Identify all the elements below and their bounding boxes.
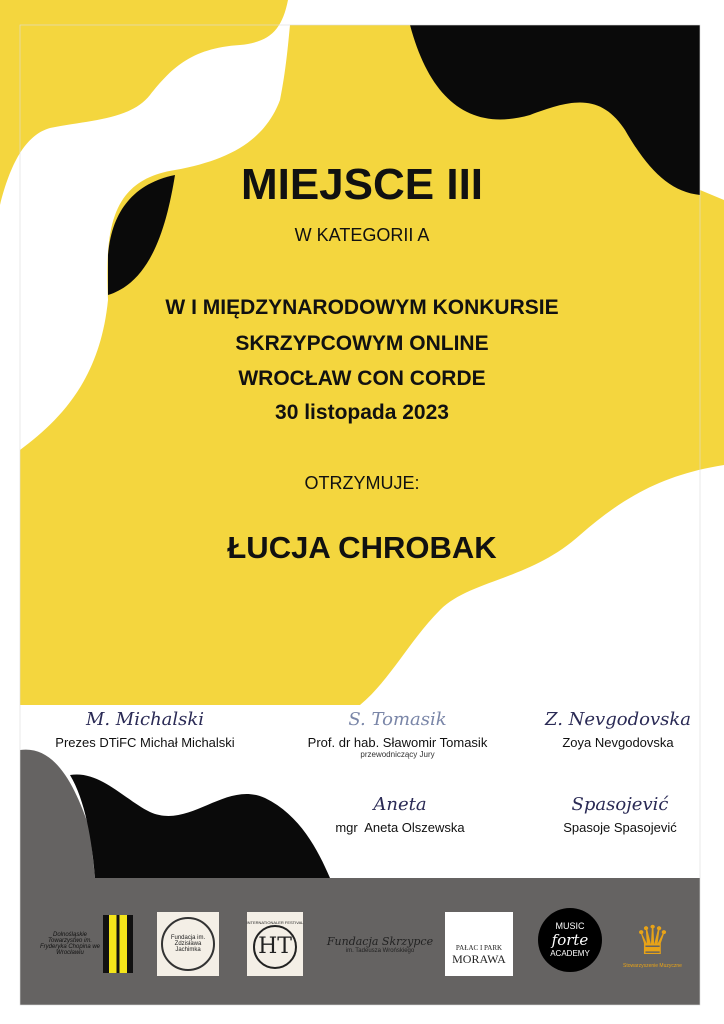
signatory-name: Prof. dr hab. Sławomir Tomasik xyxy=(307,735,488,750)
black-bottom-wave xyxy=(70,774,330,878)
lyre-icon: ♛ xyxy=(634,919,671,963)
logo-morawa-text: MORAWA xyxy=(452,951,506,966)
contest-line-2: SKRZYPCOWYM ONLINE xyxy=(235,332,489,355)
logo-skrzypce-text: Fundacja Skrzypce xyxy=(326,934,434,948)
signature-olszewska xyxy=(315,790,485,835)
logo-festival-text: INTERNATIONALER FESTIVAL xyxy=(246,919,304,925)
signatory-name: Zoya Nevgodovska xyxy=(562,735,674,750)
logo-lyre-text: Stowarzyszenie Muzyczne xyxy=(623,963,682,969)
logo-fundacja-skrzypce xyxy=(318,912,442,976)
logo-palac-text: PAŁAC I PARK xyxy=(455,943,503,952)
logo-fundacja-jachimka xyxy=(157,912,219,976)
yellow-main-area xyxy=(20,25,724,705)
signature-tomasik xyxy=(285,705,510,759)
logo-dtifc-bars xyxy=(103,915,133,973)
logo-music-forte-academy xyxy=(538,908,602,972)
logo-academy-text: ACADEMY xyxy=(550,949,590,958)
recipient-name: ŁUCJA CHROBAK xyxy=(227,530,497,565)
logo-festival-mark: HT xyxy=(253,925,297,969)
place-title: MIEJSCE III xyxy=(240,160,484,209)
handwritten-signature: Aneta xyxy=(373,794,427,815)
logo-lyre-association xyxy=(620,912,685,976)
receives-label: OTRZYMUJE: xyxy=(304,473,420,493)
handwritten-signature: Z. Nevgodovska xyxy=(545,709,691,730)
contest-line-1: W I MIĘDZYNARODOWYM KONKURSIE xyxy=(165,296,559,319)
category: W KATEGORII A xyxy=(294,225,430,245)
signature-spasojevic xyxy=(540,790,700,835)
contest-line-3: WROCŁAW CON CORDE xyxy=(238,367,486,390)
handwritten-signature: M. Michalski xyxy=(85,709,205,730)
logo-fundacja-jachimka-text: Fundacja im. Zdzisława Jachimka xyxy=(161,917,215,971)
signatory-name: Spasoje Spasojević xyxy=(563,820,677,835)
signatory-name: mgr Aneta Olszewska xyxy=(335,820,465,835)
logo-palac-morawa xyxy=(445,912,513,976)
logo-music-text: MUSIC xyxy=(555,921,585,931)
signatory-role: przewodniczący Jury xyxy=(360,750,435,759)
signatory-name: Prezes DTiFC Michał Michalski xyxy=(55,735,235,750)
logo-festival-ht xyxy=(247,912,303,976)
handwritten-signature: Spasojević xyxy=(571,794,669,815)
handwritten-signature: S. Tomasik xyxy=(348,709,447,730)
logo-forte-text: forte xyxy=(551,931,589,949)
logo-dtifc xyxy=(30,912,140,976)
gray-left-wave xyxy=(20,750,95,878)
signature-michalski xyxy=(35,705,255,750)
signature-nevgodovska xyxy=(528,705,708,750)
logo-skrzypce-sub: im. Tadeusza Wrońskiego xyxy=(345,947,415,954)
logo-dtifc-text: Dolnośląskie Towarzystwo im. Fryderyka Chopina we Wrocławiu xyxy=(39,932,101,956)
contest-date: 30 listopada 2023 xyxy=(275,401,449,424)
